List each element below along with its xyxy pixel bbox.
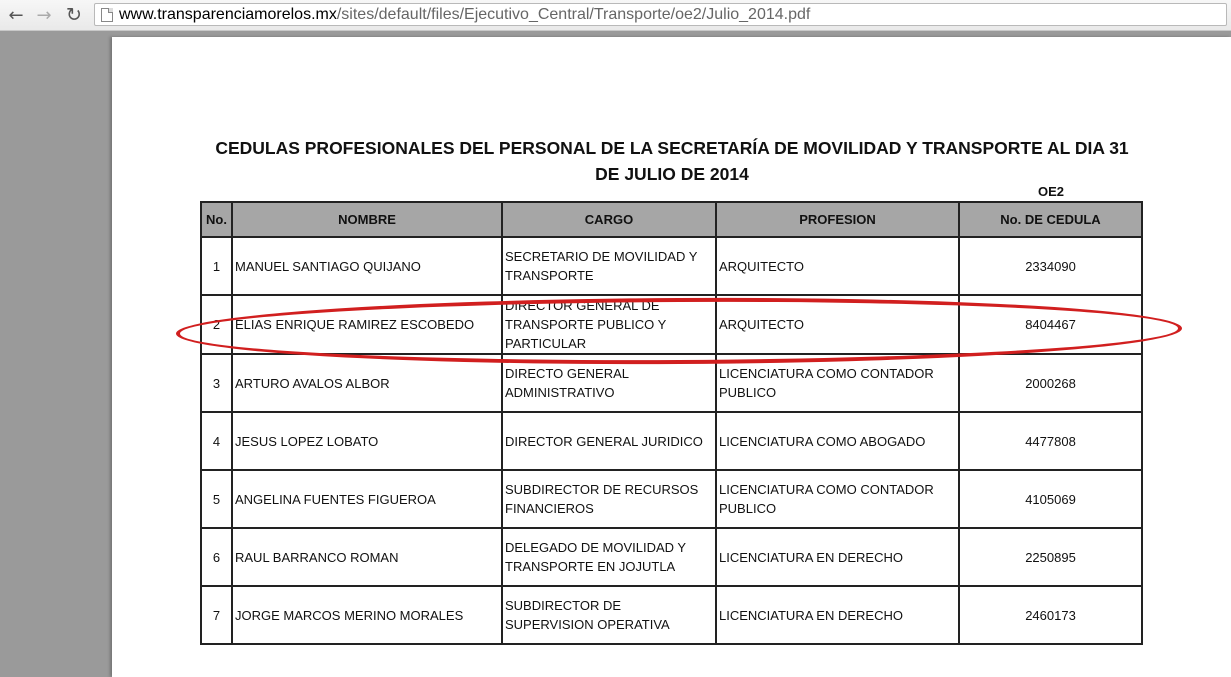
address-bar[interactable] bbox=[94, 3, 1227, 26]
table-row bbox=[201, 470, 1142, 528]
header-nombre: NOMBRE bbox=[232, 202, 502, 237]
table-row bbox=[201, 295, 1142, 354]
cell-profesion: LICENCIATURA COMO CONTADOR PUBLICO bbox=[716, 470, 959, 528]
url-host: www.transparenciamorelos.mx bbox=[119, 5, 337, 23]
cell-nombre: MANUEL SANTIAGO QUIJANO bbox=[232, 237, 502, 295]
header-cargo: CARGO bbox=[502, 202, 716, 237]
url-path: /sites/default/files/Ejecutivo_Central/Transporte/oe2/Julio_2014.pdf bbox=[336, 5, 811, 23]
browser-toolbar bbox=[0, 0, 1231, 31]
pdf-viewer[interactable] bbox=[0, 31, 1231, 653]
page-icon bbox=[101, 8, 113, 22]
cell-no: 6 bbox=[201, 528, 232, 586]
cell-nombre: ELIAS ENRIQUE RAMIREZ ESCOBEDO bbox=[232, 295, 502, 354]
header-profesion: PROFESION bbox=[716, 202, 959, 237]
url-text[interactable] bbox=[119, 6, 810, 24]
cell-cedula: 4105069 bbox=[959, 470, 1142, 528]
pdf-page bbox=[112, 37, 1231, 677]
cell-profesion: LICENCIATURA EN DERECHO bbox=[716, 528, 959, 586]
cell-no: 2 bbox=[201, 295, 232, 354]
table-row bbox=[201, 412, 1142, 470]
cell-cedula: 2000268 bbox=[959, 354, 1142, 412]
table-row bbox=[201, 528, 1142, 586]
document-title: CEDULAS PROFESIONALES DEL PERSONAL DE LA SECRETARÍA DE MOVILIDAD Y TRANSPORTE AL DIA 31 DE JULIO DE 2014 bbox=[215, 138, 1129, 184]
cedulas-table bbox=[200, 201, 1143, 645]
table-header-row bbox=[201, 202, 1142, 237]
cell-cargo: DELEGADO DE MOVILIDAD Y TRANSPORTE EN JOJUTLA bbox=[502, 528, 716, 586]
cell-cargo: DIRECTOR GENERAL JURIDICO bbox=[502, 412, 716, 470]
cell-profesion: ARQUITECTO bbox=[716, 237, 959, 295]
cell-cedula: 2250895 bbox=[959, 528, 1142, 586]
cell-profesion: LICENCIATURA COMO CONTADOR PUBLICO bbox=[716, 354, 959, 412]
cell-profesion: ARQUITECTO bbox=[716, 295, 959, 354]
table-row bbox=[201, 237, 1142, 295]
cell-cedula: 2334090 bbox=[959, 237, 1142, 295]
cell-cedula: 4477808 bbox=[959, 412, 1142, 470]
reload-icon[interactable]: ↻ bbox=[66, 4, 82, 26]
table-row bbox=[201, 586, 1142, 644]
cell-nombre: JORGE MARCOS MERINO MORALES bbox=[232, 586, 502, 644]
cell-nombre: ARTURO AVALOS ALBOR bbox=[232, 354, 502, 412]
cell-no: 7 bbox=[201, 586, 232, 644]
header-no: No. bbox=[201, 202, 232, 237]
cell-no: 1 bbox=[201, 237, 232, 295]
cell-cargo: DIRECTOR GENERAL DE TRANSPORTE PUBLICO Y PARTICULAR bbox=[502, 295, 716, 354]
cell-profesion: LICENCIATURA COMO ABOGADO bbox=[716, 412, 959, 470]
header-cedula: No. DE CEDULA bbox=[959, 202, 1142, 237]
cell-cargo: DIRECTO GENERAL ADMINISTRATIVO bbox=[502, 354, 716, 412]
cell-cedula: 8404467 bbox=[959, 295, 1142, 354]
arrow-left-icon[interactable]: ← bbox=[8, 4, 24, 26]
cell-nombre: JESUS LOPEZ LOBATO bbox=[232, 412, 502, 470]
cell-cargo: SECRETARIO DE MOVILIDAD Y TRANSPORTE bbox=[502, 237, 716, 295]
cell-no: 5 bbox=[201, 470, 232, 528]
cell-profesion: LICENCIATURA EN DERECHO bbox=[716, 586, 959, 644]
cell-nombre: ANGELINA FUENTES FIGUEROA bbox=[232, 470, 502, 528]
cell-nombre: RAUL BARRANCO ROMAN bbox=[232, 528, 502, 586]
cell-cedula: 2460173 bbox=[959, 586, 1142, 644]
arrow-right-icon[interactable]: → bbox=[36, 4, 52, 26]
table-row bbox=[201, 354, 1142, 412]
cell-no: 4 bbox=[201, 412, 232, 470]
cell-cargo: SUBDIRECTOR DE RECURSOS FINANCIEROS bbox=[502, 470, 716, 528]
cell-no: 3 bbox=[201, 354, 232, 412]
cell-cargo: SUBDIRECTOR DE SUPERVISION OPERATIVA bbox=[502, 586, 716, 644]
document-code: OE2 bbox=[1038, 184, 1065, 199]
